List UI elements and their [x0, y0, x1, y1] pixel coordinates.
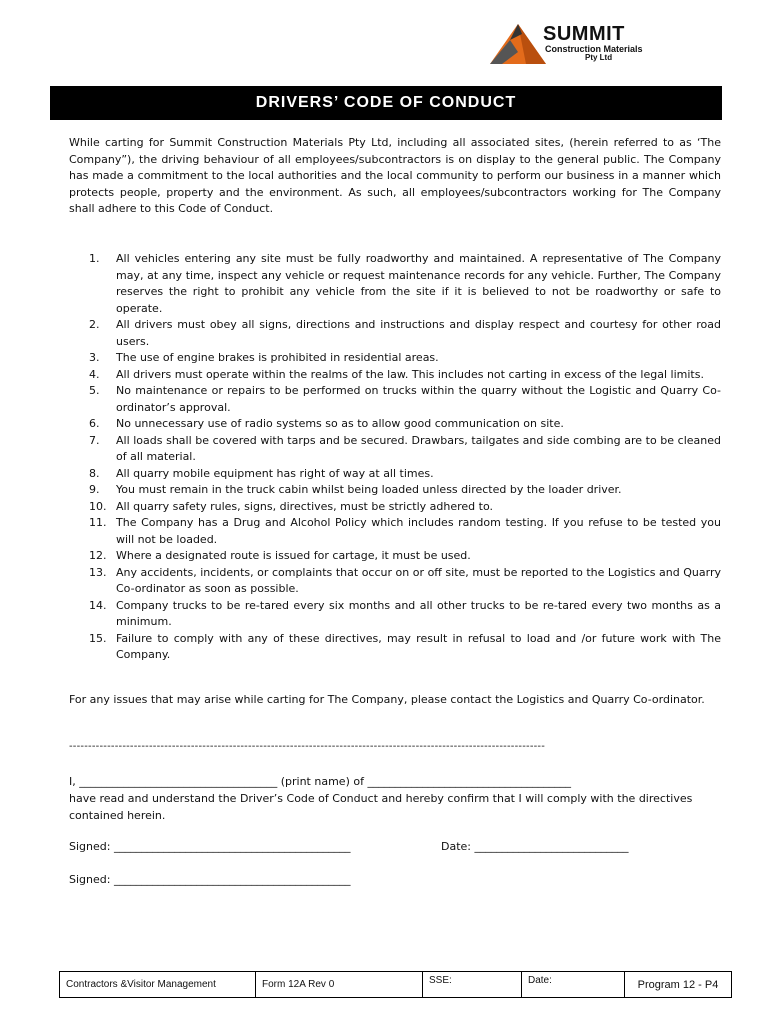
rule-item [69, 631, 721, 664]
mountain-logo-icon [488, 22, 548, 66]
rule-number: 13. [89, 565, 107, 579]
rule-text: All vehicles entering any site must be fully roadworthy and maintained. A representative of The Company may, at any time, inspect any vehicle or request maintenance records for any vehicle. Further, The Company reserves the right to prohibit any vehicle from the site if it is believed to not be roadworthy or safe to operate. [116, 252, 721, 315]
logo-subtitle: Construction Materials [545, 44, 643, 54]
rule-text: All quarry safety rules, signs, directives, must be strictly adhered to. [116, 499, 493, 513]
company-logo [488, 22, 648, 66]
rule-item [69, 515, 721, 548]
rule-text: Company trucks to be re-tared every six months and all other trucks to be re-tared every two months as a minimum. [116, 598, 721, 628]
rule-text: Failure to comply with any of these directives, may result in refusal to load and /or future work with The Company. [116, 631, 721, 661]
rule-item [69, 466, 721, 483]
footer-table [59, 971, 732, 998]
declaration-statement: have read and understand the Driver’s Code of Conduct and hereby confirm that I will comply with the directives contained herein. [69, 792, 693, 822]
rule-item [69, 317, 721, 350]
rule-number: 14. [89, 598, 107, 612]
rule-text: The Company has a Drug and Alcohol Policy which includes random testing. If you refuse to be tested you will not be loaded. [116, 516, 721, 546]
logo-pty-ltd: Pty Ltd [585, 53, 613, 62]
rule-number: 11. [89, 516, 107, 529]
document-title: DRIVERS’ CODE OF CONDUCT [50, 86, 722, 120]
rule-number: 9. [89, 483, 100, 496]
rule-text: Any accidents, incidents, or complaints that occur on or off site, must be reported to the Logistics and Quarry Co-ordinator as soon as possible. [116, 565, 721, 595]
date-field: Date: ____________________________ [441, 840, 629, 853]
rule-number: 3. [89, 351, 100, 364]
rules-list [69, 251, 721, 664]
rule-number: 15. [89, 631, 107, 645]
footer-program: Program 12 - P4 [625, 972, 732, 998]
rule-text: No maintenance or repairs to be performed on trucks within the quarry without the Logistic and Quarry Co-ordinator’s approval. [116, 384, 721, 414]
intro-paragraph: While carting for Summit Construction Materials Pty Ltd, including all associated sites, (herein referred to as ‘The Company”), the driving behaviour of all employees/subcontractors is on display to the general public. The Company has made a commitment to the local authorities and the local community to perform our business in a manner which protects people, property and the environment. As such, all employees/subcontractors working for The Company shall adhere to this Code of Conduct. [69, 136, 721, 215]
rule-item [69, 350, 721, 367]
rule-text: All loads shall be covered with tarps and be secured. Drawbars, tailgates and side combing are to be cleaned of all material. [116, 433, 721, 463]
rule-number: 6. [89, 417, 100, 430]
rule-item [69, 416, 721, 433]
rule-number: 4. [89, 367, 100, 381]
rule-text: Where a designated route is issued for cartage, it must be used. [116, 549, 471, 562]
rule-item [69, 383, 721, 416]
contact-paragraph: For any issues that may arise while carting for The Company, please contact the Logistics and Quarry Co-ordinator. [69, 693, 705, 706]
footer-form-number: Form 12A Rev 0 [256, 972, 423, 998]
rule-item [69, 251, 721, 317]
rule-item [69, 565, 721, 598]
rule-text: All drivers must obey all signs, directions and instructions and display respect and courtesy for other road users. [116, 318, 721, 348]
rule-number: 8. [89, 466, 100, 480]
rule-item [69, 499, 721, 516]
rule-item [69, 548, 721, 565]
footer-department: Contractors &Visitor Management [60, 972, 256, 998]
footer-sse: SSE: [423, 972, 522, 998]
rule-item [69, 482, 721, 499]
rule-text: All quarry mobile equipment has right of way at all times. [116, 466, 434, 480]
rule-number: 1. [89, 252, 100, 265]
rule-text: All drivers must operate within the realms of the law. This includes not carting in excess of the legal limits. [116, 367, 704, 381]
rule-text: The use of engine brakes is prohibited in residential areas. [116, 351, 439, 364]
logo-name: SUMMIT [543, 23, 625, 45]
footer-date: Date: [522, 972, 625, 998]
rule-number: 2. [89, 318, 100, 331]
rule-item [69, 367, 721, 384]
print-name-field: I, ____________________________________ (print name) of _____________________________________ [69, 775, 571, 788]
rule-text: No unnecessary use of radio systems so as to allow good communication on site. [116, 417, 564, 430]
rule-number: 7. [89, 433, 100, 447]
rule-item [69, 598, 721, 631]
rule-item [69, 433, 721, 466]
rule-number: 10. [89, 499, 107, 513]
rule-number: 5. [89, 384, 100, 397]
rule-number: 12. [89, 549, 107, 562]
signature-field-2: Signed: ___________________________________________ [69, 873, 351, 886]
separator-line: ----------------------------------------------------------------------------------------------------------------------------- [69, 741, 546, 752]
signature-field-1: Signed: ___________________________________________ [69, 840, 351, 853]
rule-text: You must remain in the truck cabin whilst being loaded unless directed by the loader driver. [116, 483, 622, 496]
